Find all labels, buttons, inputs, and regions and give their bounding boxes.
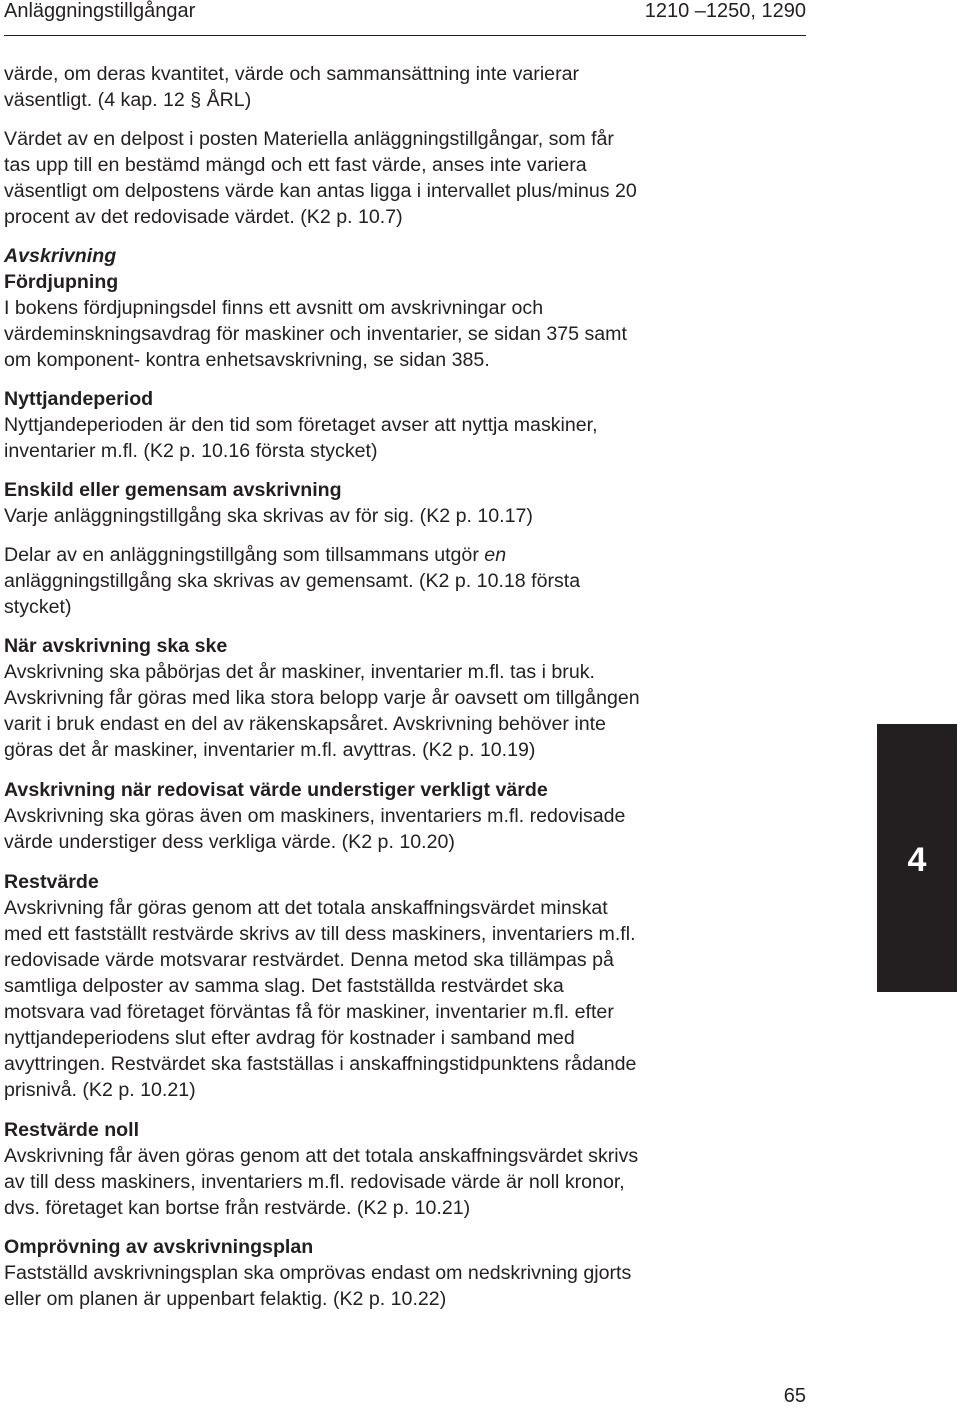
intro-paragraph-2: Värdet av en delpost i posten Materiella anläggningstillgångar, som får tas upp till en bestämd mängd och ett fast värde, anses inte variera väsentligt om delpostens värde kan antas ligga i intervallet plus/minus 20 procent av det redovisade värdet. (K2 p. 10.7) <box>4 128 637 228</box>
intro-paragraph-1: värde, om deras kvantitet, värde och sammansättning inte varierar väsentligt. (4 kap. 12 § ÅRL) <box>4 63 580 111</box>
text-nar-avskrivning: Avskrivning ska påbörjas det år maskiner, inventarier m.fl. tas i bruk. Avskrivning får göras med lika stora belopp varje år oavsett om tillgången varit i bruk endast en del av räkenskapsåret. Avskrivning behöver inte göras det år maskiner, inventarier m.fl. avyttras. (K2 p. 10.19) <box>4 661 640 761</box>
heading-understiger: Avskrivning när redovisat värde understiger verkligt värde <box>4 779 548 801</box>
header-rule <box>4 35 806 36</box>
text-omprovning: Fastställd avskrivningsplan ska omprövas endast om nedskrivning gjorts eller om planen är uppenbart felaktig. (K2 p. 10.22) <box>4 1262 632 1310</box>
chapter-title: Anläggningstillgångar <box>4 0 196 22</box>
text-nyttjandeperiod: Nyttjandeperioden är den tid som företaget avser att nyttja maskiner, inventarier m.fl. (K2 p. 10.16 första stycket) <box>4 414 598 462</box>
heading-nar-avskrivning: När avskrivning ska ske <box>4 635 228 657</box>
heading-enskild-gemensam: Enskild eller gemensam avskrivning <box>4 479 342 501</box>
account-range: 1210 –1250, 1290 <box>644 0 806 22</box>
chapter-tab <box>877 724 957 992</box>
page-body <box>4 61 640 1312</box>
text-enskild-1: Varje anläggningstillgång ska skrivas av för sig. (K2 p. 10.17) <box>4 505 533 527</box>
heading-fordjupning: Fördjupning <box>4 271 119 293</box>
heading-restvarde-noll: Restvärde noll <box>4 1119 140 1141</box>
heading-restvarde: Restvärde <box>4 871 99 893</box>
text-understiger: Avskrivning ska göras även om maskiners, inventariers m.fl. redovisade värde understiger dess verkliga värde. (K2 p. 10.20) <box>4 805 626 853</box>
text-enskild-2: Delar av en anläggningstillgång som tillsammans utgör en anläggningstillgång ska skrivas av gemensamt. (K2 p. 10.18 första stycket) <box>4 544 581 618</box>
emphasis-en: en <box>484 544 507 566</box>
section-title-avskrivning: Avskrivning <box>4 245 117 267</box>
text-fordjupning: I bokens fördjupningsdel finns ett avsnitt om avskrivningar och värdeminskningsavdrag för maskiner och inventarier, se sidan 375 samt om komponent- kontra enhetsavskrivning, se sidan 385. <box>4 297 627 371</box>
heading-nyttjandeperiod: Nyttjandeperiod <box>4 388 154 410</box>
heading-omprovning: Omprövning av avskrivningsplan <box>4 1236 314 1258</box>
text-restvarde: Avskrivning får göras genom att det totala anskaffningsvärdet minskat med ett fastställt restvärde skrivs av till dess maskiners, inventariers m.fl. redovisade värde motsvarar restvärdet. Denna metod ska tillämpas på samtliga delposter av samma slag. Det fastställda restvärdet ska motsvara vad företaget förväntas få för maskiner, inventarier m.fl. efter nyttjandeperiodens slut efter avdrag för kostnader i samband med avyttringen. Restvärdet ska fastställas i anskaffningstidpunktens rådande prisnivå. (K2 p. 10.21) <box>4 897 637 1101</box>
page-number: 65 <box>783 1385 806 1407</box>
chapter-tab-label: 4 <box>907 841 927 879</box>
running-header <box>4 0 806 26</box>
text-restvarde-noll: Avskrivning får även göras genom att det totala anskaffningsvärdet skrivs av till dess maskiners, inventariers m.fl. redovisade värde är noll kronor, dvs. företaget kan bortse från restvärde. (K2 p. 10.21) <box>4 1145 639 1219</box>
